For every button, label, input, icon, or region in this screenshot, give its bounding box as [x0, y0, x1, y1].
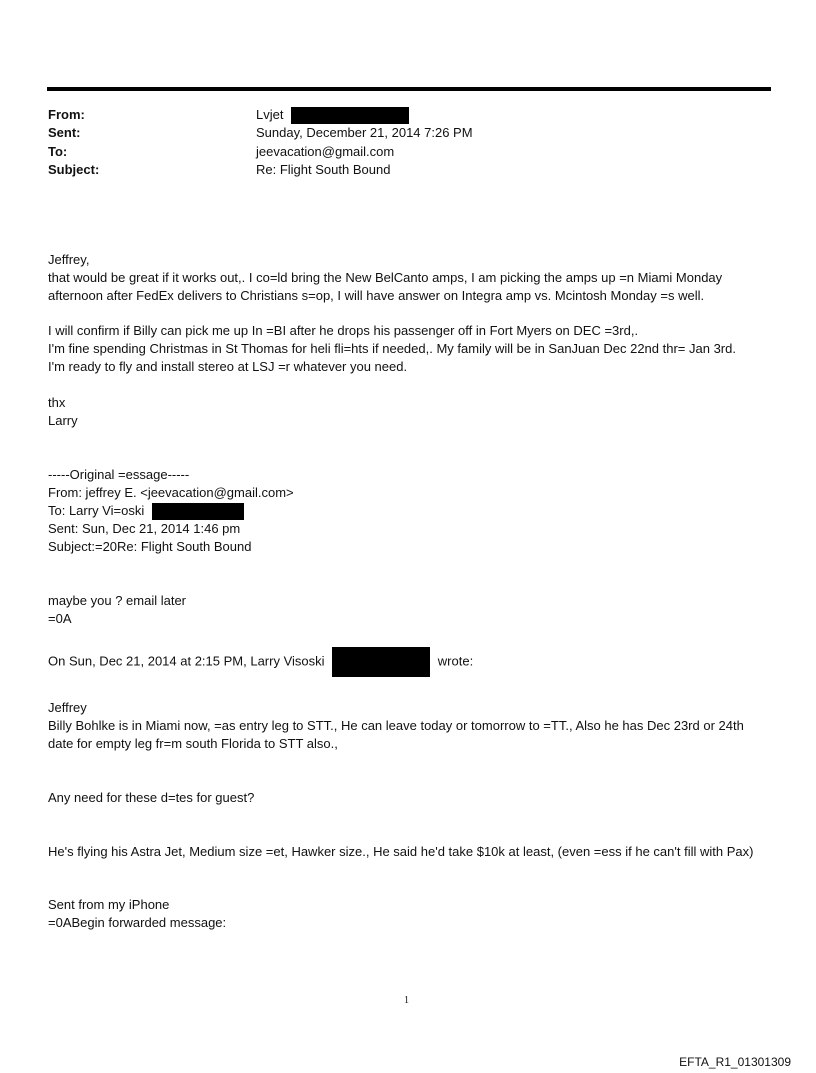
body-line: I'm ready to fly and install stereo at LSJ =r whatever you need. — [48, 359, 408, 374]
body-line: date for empty leg fr=m south Florida to STT also., — [48, 736, 338, 751]
body-line: Sent: Sun, Dec 21, 2014 1:46 pm — [48, 521, 241, 536]
subject-label: Subject: — [48, 162, 100, 177]
original-message-separator: -----Original =essage----- — [48, 467, 190, 482]
body-line: He's flying his Astra Jet, Medium size =et, Hawker size., He said he'd take $10k at least, (even =ess if he can't fill with Pax) — [48, 844, 754, 859]
body-line: Jeffrey — [48, 700, 87, 715]
page-number: 1 — [404, 995, 409, 1006]
redaction-box — [332, 647, 430, 677]
body-line: To: Larry Vi=oski — [48, 502, 244, 520]
body-line: Subject:=20Re: Flight South Bound — [48, 539, 252, 554]
body-line: Larry — [48, 413, 78, 428]
body-line: afternoon after FedEx delivers to Christians s=op, I will have answer on Integra amp vs. Mcintosh Monday =s well. — [48, 288, 705, 303]
body-line: I will confirm if Billy can pick me up In =BI after he drops his passenger off in Fort Myers on DEC =3rd,. — [48, 323, 639, 338]
sent-value: Sunday, December 21, 2014 7:26 PM — [256, 125, 473, 140]
body-line: maybe you ? email later — [48, 593, 187, 608]
body-line: I'm fine spending Christmas in St Thomas for heli fli=hts if needed,. My family will be in SanJuan Dec 22nd thr= Jan 3rd. — [48, 341, 736, 356]
body-line: Jeffrey, — [48, 252, 90, 267]
body-line: From: jeffrey E. <jeevacation@gmail.com> — [48, 485, 294, 500]
body-line: thx — [48, 395, 66, 410]
body-line: On Sun, Dec 21, 2014 at 2:15 PM, Larry Visoski wrote: — [48, 647, 473, 677]
from-label: From: — [48, 107, 85, 122]
body-line: Any need for these d=tes for guest? — [48, 790, 255, 805]
body-line: Sent from my iPhone — [48, 897, 170, 912]
body-line: Billy Bohlke is in Miami now, =as entry leg to STT., He can leave today or tomorrow to =TT., Also he has Dec 23rd or 24th — [48, 718, 744, 733]
from-value: Lvjet — [256, 106, 409, 124]
redaction-box — [291, 107, 409, 124]
to-label: To: — [48, 144, 68, 159]
body-line: =0A — [48, 611, 72, 626]
to-value: jeevacation@gmail.com — [256, 144, 395, 159]
body-line: =0ABegin forwarded message: — [48, 915, 227, 930]
sent-label: Sent: — [48, 125, 81, 140]
body-line: that would be great if it works out,. I co=ld bring the New BelCanto amps, I am picking the amps up =n Miami Monday — [48, 270, 723, 285]
header-rule — [47, 87, 771, 91]
document-id: EFTA_R1_01301309 — [679, 1055, 791, 1069]
redaction-box — [152, 503, 244, 520]
subject-value: Re: Flight South Bound — [256, 162, 391, 177]
